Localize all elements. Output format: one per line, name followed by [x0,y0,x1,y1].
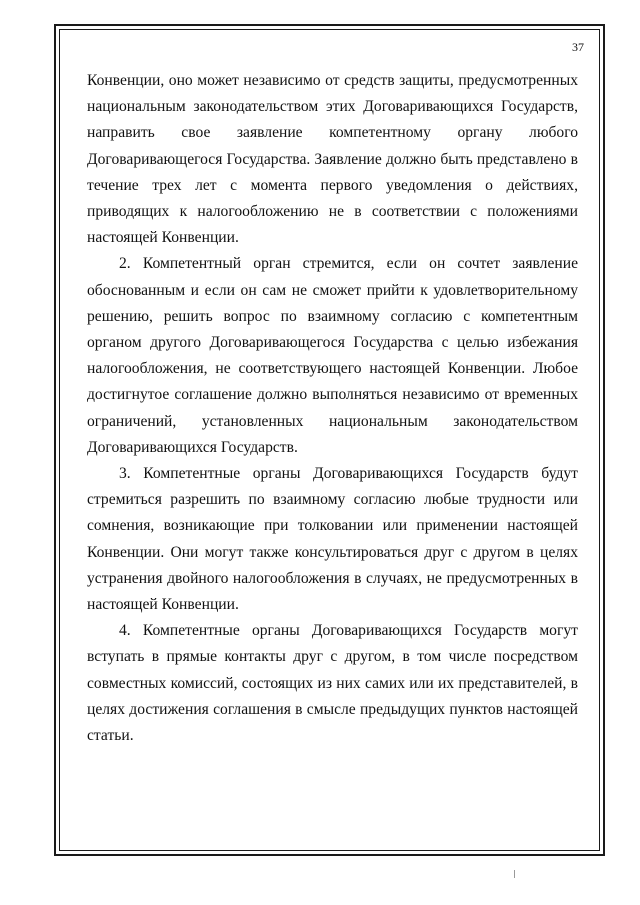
page-number: 37 [572,40,584,54]
paragraph-continuation: Конвенции, оно может независимо от средств защиты, предусмотренных национальным законодательством этих Договаривающихся Государств, направить свое заявление компетентному органу любого Договаривающегося Государства. Заявление должно быть представлено в течение трех лет с момента первого уведомления о действиях, приводящих к налогообложению не в соответствии с положениями настоящей Конвенции. [87,72,578,247]
paragraph-2: 2. Компетентный орган стремится, если он сочтет заявление обоснованным и если он сам не сможет прийти к удовлетворительному решению, решить вопрос по взаимному согласию с компетентным органом другого Договаривающегося Государства с целью избежания налогообложения, не соответствующего настоящей Конвенции. Любое достигнутое соглашение должно выполняться независимо от временных ограничений, установленных национальным законодательством Договаривающихся Государств. [87,255,578,456]
paragraph-3: 3. Компетентные органы Договаривающихся Государств будут стремиться разрешить по взаимному согласию любые трудности или сомнения, возникающие при толковании или применении настоящей Конвенции. Они могут также консультироваться друг с другом в целях устранения двойного налогообложения в случаях, не предусмотренных в настоящей Конвенции. [87,465,578,614]
document-body [87,68,578,749]
scan-mark [514,870,515,878]
paragraph-4: 4. Компетентные органы Договаривающихся Государств могут вступать в прямые контакты друг с другом, в том числе посредством совместных комиссий, состоящих из них самих или их представителей, в целях достижения соглашения в смысле предыдущих пунктов настоящей статьи. [87,622,578,745]
